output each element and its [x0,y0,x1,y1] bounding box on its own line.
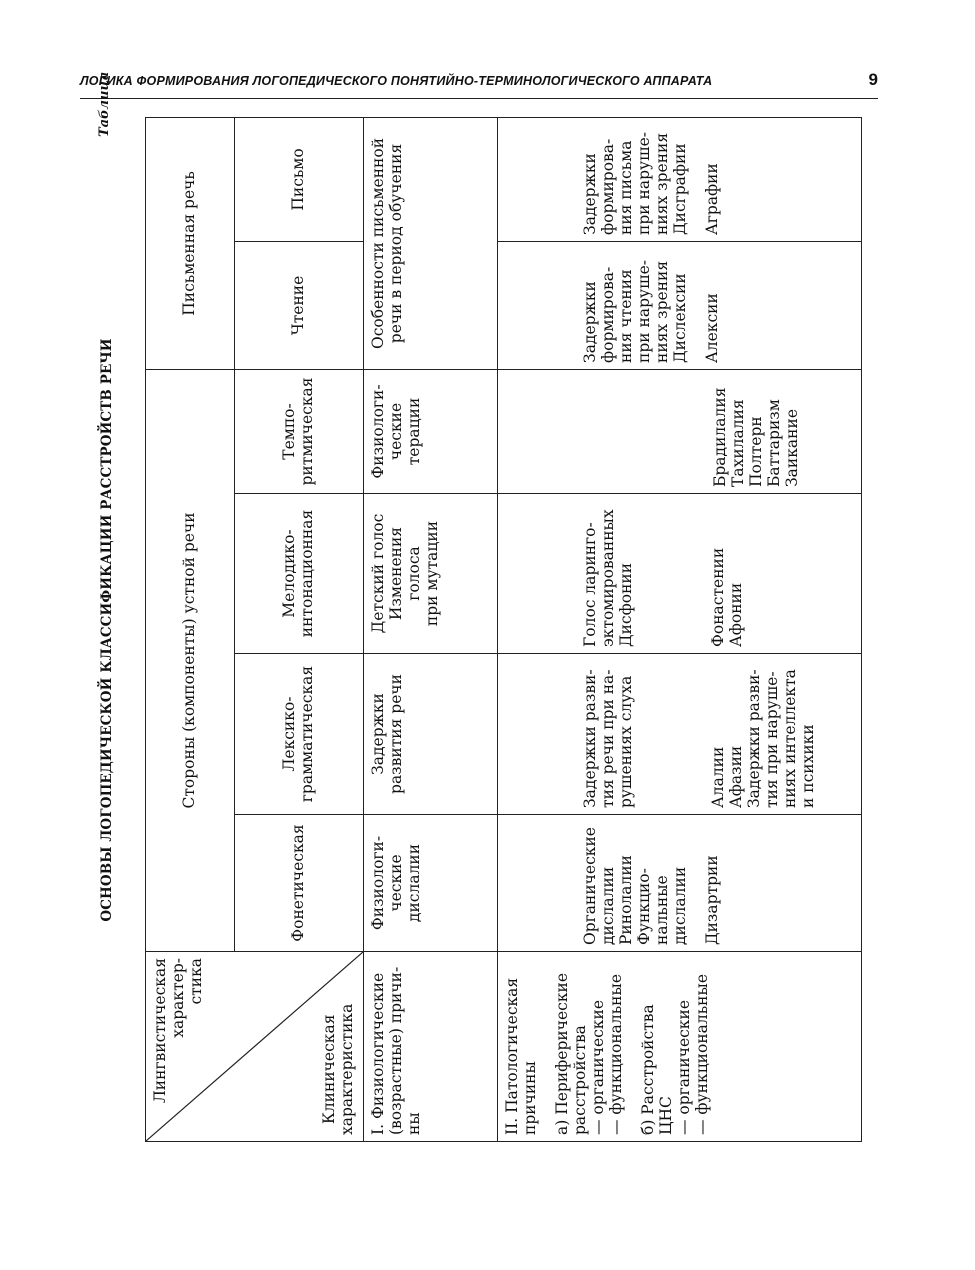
col-reading: Чтение [235,241,364,369]
col-writing: Письмо [235,117,364,241]
row2-tempo: Брадилалия Тахилалия Полтерн Баттаризм Заикание [498,369,862,493]
corner-header-cell [146,952,364,1142]
row2-phonetic: Органические дислалии Ринолалии Функцио- нальные дислалии Дизартрии [498,815,862,952]
row1-phonetic: Физиологи- ческие дислалии [364,815,498,952]
col-tempo: Темпо- ритмическая [235,369,364,493]
row1-written: Особенности письменной речи в период обучения [364,117,498,369]
col-lexical: Лексико- грамматическая [235,654,364,815]
corner-clinical: Клиническая характеристика [320,1003,357,1135]
row2-lexical: Задержки разви- тия речи при на- рушениях слуха Алалии Афазии Задержки разви- тия при наруше- ниях интеллекта и психики [498,654,862,815]
group-oral-speech: Стороны (компоненты) устной речи [146,369,235,951]
row2-melodic: Голос ларинго- эктомированных Дисфонии Фонастении Афонии [498,494,862,654]
row1-lexical: Задержки развития речи [364,654,498,815]
row-physiological-label: I. Физиологические (возрастные) причи- ны [364,952,498,1142]
table-title: ОСНОВЫ ЛОГОПЕДИЧЕСКОЙ КЛАССИФИКАЦИИ РАССТРОЙСТВ РЕЧИ [99,338,115,922]
col-phonetic: Фонетическая [235,815,364,952]
row2-writing: Задержки формирова- ния письма при наруше- ниях зрения Дисграфии Аграфии [498,117,862,241]
classification-table [145,117,862,1142]
table-label: Таблица [97,71,112,137]
page-number: 9 [868,70,878,89]
running-title: ЛОГИКА ФОРМИРОВАНИЯ ЛОГОПЕДИЧЕСКОГО ПОНЯТИЙНО-ТЕРМИНОЛОГИЧЕСКОГО АППАРАТА [80,74,713,88]
group-written-speech: Письменная речь [146,117,235,369]
row-pathological-label: II. Патологическая причины а) Периферические расстройства — органические — функциональные б) Расстройства ЦНС — органические — функциональные [498,952,862,1142]
col-melodic: Мелодико- интонационная [235,494,364,654]
corner-linguistic: Лингвистическая характер- стика [151,958,205,1104]
row1-tempo: Физиологи- ческие терации [364,369,498,493]
row1-melodic: Детский голос Изменения голоса при мутации [364,494,498,654]
row2-reading: Задержки формирова- ния чтения при наруше- ниях зрения Дислексии Алексии [498,241,862,369]
page-header [80,70,878,99]
